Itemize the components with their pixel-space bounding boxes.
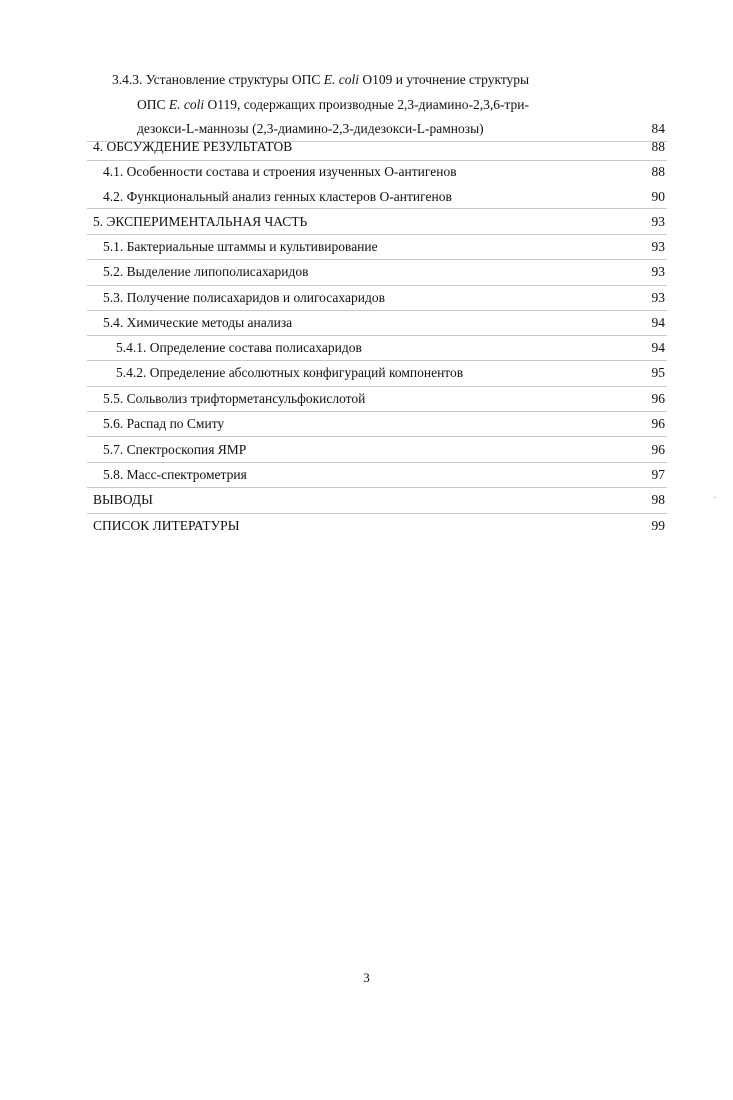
toc-entry-5-7[interactable] — [0, 440, 733, 460]
toc-entry-conclusions[interactable] — [0, 490, 733, 510]
page-number: 3 — [363, 970, 370, 985]
divider — [87, 259, 667, 260]
divider — [87, 360, 667, 361]
toc-entry-3-4-3-line-1: 3.4.3. Установление структуры ОПС E. coli O109 и уточнение структуры — [112, 72, 530, 87]
divider — [87, 208, 667, 209]
toc-entry-label: 5.4. Химические методы анализа — [103, 315, 293, 330]
toc-page-number: 88 — [651, 164, 665, 179]
toc-entry-label: 5.4.2. Определение абсолютных конфигураций компонентов — [116, 365, 464, 380]
toc-entry-3-4-3-line-3: дезокси-L-маннозы (2,3-диамино-2,3-дидезокси-L-рамнозы) — [137, 121, 484, 136]
toc-page-number: 93 — [651, 214, 665, 229]
toc-entry-5[interactable] — [0, 212, 733, 232]
toc-page-number: 96 — [651, 442, 665, 457]
toc-entry-label: 5.6. Распад по Смиту — [103, 416, 225, 431]
toc-entry-3-4-3[interactable] — [0, 70, 733, 140]
toc-entry-label: 4.1. Особенности состава и строения изученных О-антигенов — [103, 164, 457, 179]
toc-entry-label: 4. ОБСУЖДЕНИЕ РЕЗУЛЬТАТОВ — [93, 139, 293, 154]
toc-page-number: 93 — [651, 239, 665, 254]
toc-entry-label: 5. ЭКСПЕРИМЕНТАЛЬНАЯ ЧАСТЬ — [93, 214, 308, 229]
toc-entry-4[interactable] — [0, 137, 733, 157]
toc-page-number: 94 — [651, 315, 665, 330]
toc-page-number: 84 — [651, 121, 665, 136]
divider — [87, 234, 667, 235]
toc-entry-5-4-2[interactable] — [0, 363, 733, 383]
toc-page-number: 88 — [651, 139, 665, 154]
divider — [87, 160, 667, 161]
divider — [87, 436, 667, 437]
toc-entry-label: 5.4.1. Определение состава полисахаридов — [116, 340, 362, 355]
toc-page-number: 93 — [651, 264, 665, 279]
toc-page-number: 94 — [651, 340, 665, 355]
divider — [87, 335, 667, 336]
toc-entry-5-4[interactable] — [0, 313, 733, 333]
toc-page-number: 93 — [651, 290, 665, 305]
divider — [87, 513, 667, 514]
toc-page-number: 98 — [651, 492, 665, 507]
toc-entry-references[interactable] — [0, 516, 733, 536]
divider — [87, 285, 667, 286]
toc-entry-label: 5.1. Бактериальные штаммы и культивирование — [103, 239, 378, 254]
toc-entry-label: ВЫВОДЫ — [93, 492, 153, 507]
toc-entry-5-3[interactable] — [0, 288, 733, 308]
divider — [87, 487, 667, 488]
divider — [87, 462, 667, 463]
toc-page-number: 95 — [651, 365, 665, 380]
toc-entry-5-6[interactable] — [0, 414, 733, 434]
toc-entry-5-5[interactable] — [0, 389, 733, 409]
toc-page-number: 96 — [651, 391, 665, 406]
toc-entry-label: 5.5. Сольволиз трифторметансульфокислотой — [103, 391, 366, 406]
toc-entry-label: 5.7. Спектроскопия ЯМР — [103, 442, 247, 457]
toc-page-number: 99 — [651, 518, 665, 533]
toc-entry-5-2[interactable] — [0, 262, 733, 282]
toc-entry-label: 5.3. Получение полисахаридов и олигосахаридов — [103, 290, 385, 305]
toc-entry-5-4-1[interactable] — [0, 338, 733, 358]
divider — [87, 310, 667, 311]
divider — [87, 411, 667, 412]
toc-entry-5-8[interactable] — [0, 465, 733, 485]
toc-entry-label: 5.8. Масс-спектрометрия — [103, 467, 247, 482]
toc-entry-label: СПИСОК ЛИТЕРАТУРЫ — [93, 518, 240, 533]
toc-page-number: 96 — [651, 416, 665, 431]
toc-entry-3-4-3-line-2: ОПС E. coli O119, содержащих производные 2,3-диамино-2,3,6-три- — [137, 97, 529, 112]
toc-page-number: 97 — [651, 467, 665, 482]
divider — [87, 386, 667, 387]
toc-entry-5-1[interactable] — [0, 237, 733, 257]
scan-speck — [714, 497, 716, 498]
toc-page-number: 90 — [651, 189, 665, 204]
toc-entry-4-2[interactable] — [0, 187, 733, 207]
toc-entry-4-1[interactable] — [0, 162, 733, 182]
toc-entry-label: 5.2. Выделение липополисахаридов — [103, 264, 309, 279]
toc-entry-label: 4.2. Функциональный анализ генных кластеров О-антигенов — [103, 189, 452, 204]
